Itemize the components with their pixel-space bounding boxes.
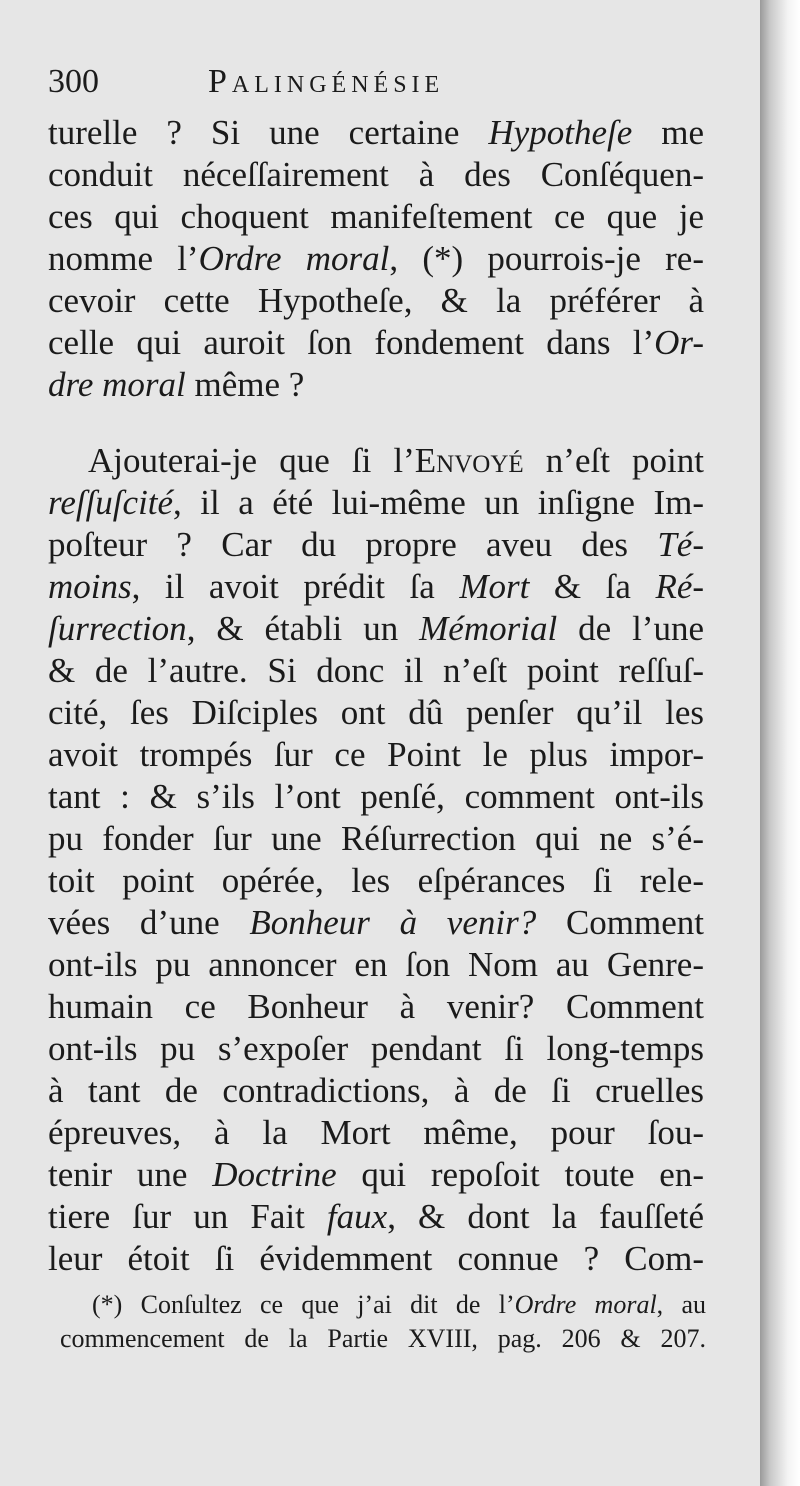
text-segment: cevoir cette Hypotheſe, & la préférer à <box>48 281 704 320</box>
text-line <box>48 650 704 692</box>
text-segment: ont-ils pu s’expoſer pendant ſi long-temps <box>48 1029 704 1068</box>
text-segment: ces qui choquent manifeſtement ce que je <box>48 197 704 236</box>
text-line <box>48 986 704 1028</box>
text-segment: , au <box>656 1290 707 1319</box>
text-line <box>48 1196 704 1238</box>
text-segment: nomme l’ <box>48 239 199 278</box>
text-segment: avoit trompés ſur ce Point le plus impor- <box>48 735 704 774</box>
italic-text: Doctrine <box>212 1155 337 1194</box>
footnote-line <box>92 1288 706 1322</box>
text-line <box>48 776 704 818</box>
text-segment: même ? <box>185 365 305 404</box>
text-segment: n’eſt point <box>523 441 704 480</box>
page-number: 300 <box>48 63 99 100</box>
text-line <box>48 818 704 860</box>
text-segment: leur étoit ſi évidemment connue ? Com- <box>48 1239 704 1278</box>
italic-text: faux <box>326 1197 388 1236</box>
text-line <box>48 364 704 406</box>
italic-text: reſſuſcité <box>48 483 174 522</box>
text-segment: qui repoſoit toute en- <box>336 1155 704 1194</box>
text-line <box>48 322 704 364</box>
text-segment: celle qui auroit ſon fondement dans l’ <box>48 323 655 362</box>
text-line <box>48 944 704 986</box>
italic-text: Mort <box>459 567 530 606</box>
text-segment: cité, ſes Diſciples ont dû penſer qu’il les <box>48 693 704 732</box>
text-segment: (*) Conſultez ce que j’ai dit de l’ <box>92 1290 515 1319</box>
text-segment: , & dont la fauſſeté <box>387 1197 704 1236</box>
text-line <box>48 1154 704 1196</box>
text-line <box>48 1028 704 1070</box>
text-segment: commencement de la Partie XVIII, pag. 206 & 207. <box>60 1324 706 1353</box>
italic-text: ſurrection <box>48 609 187 648</box>
text-line <box>48 608 704 650</box>
italic-text: dre moral <box>48 365 186 404</box>
text-segment: à tant de contradictions, à de ſi cruelles <box>48 1071 704 1110</box>
text-segment: Ajouterai-je que ſi l’ <box>88 441 415 480</box>
text-segment: tenir une <box>48 1155 213 1194</box>
text-line <box>48 566 704 608</box>
text-segment: me <box>632 113 704 152</box>
text-line <box>48 154 704 196</box>
text-segment: turelle ? Si une certaine <box>48 113 489 152</box>
small-caps-text: Envoyé <box>414 441 524 480</box>
text-line <box>48 482 704 524</box>
text-line <box>48 1070 704 1112</box>
text-line <box>48 734 704 776</box>
text-line <box>48 860 704 902</box>
text-line <box>48 692 704 734</box>
text-segment: , (*) pourrois-je re- <box>389 239 704 278</box>
text-segment: tiere ſur un Fait <box>48 1197 327 1236</box>
text-line <box>48 238 704 280</box>
text-line <box>88 440 704 482</box>
italic-text: Bonheur à venir? <box>249 903 537 942</box>
text-segment: toit point opérée, les eſpérances ſi rele- <box>48 861 704 900</box>
page-edge-shadow <box>760 0 800 1486</box>
text-segment: humain ce Bonheur à venir? Comment <box>48 987 704 1026</box>
text-segment: épreuves, à la Mort même, pour ſou- <box>48 1113 704 1152</box>
italic-text: Ré- <box>655 567 705 606</box>
footnote-line <box>60 1322 706 1356</box>
italic-text: moins <box>48 567 132 606</box>
italic-text: Ordre moral <box>198 239 390 278</box>
text-segment: Comment <box>536 903 704 942</box>
text-line <box>48 1112 704 1154</box>
text-line <box>48 524 704 566</box>
text-segment: conduit néceſſairement à des Conſéquen- <box>48 155 704 194</box>
italic-text: Or- <box>654 323 704 362</box>
text-line <box>48 112 704 154</box>
text-segment: tant : & s’ils l’ont penſé, comment ont-ils <box>48 777 704 816</box>
text-segment: pu fonder ſur une Réſurrection qui ne s’é- <box>48 819 704 858</box>
text-segment: & ſa <box>529 567 656 606</box>
text-line <box>48 280 704 322</box>
italic-text: Té- <box>657 525 704 564</box>
page-header <box>48 62 708 102</box>
text-segment: poſteur ? Car du propre aveu des <box>48 525 658 564</box>
text-line <box>48 196 704 238</box>
italic-text: Ordre moral <box>514 1290 657 1319</box>
text-line <box>48 902 704 944</box>
italic-text: Mémorial <box>419 609 558 648</box>
text-segment: , il a été lui-même un inſigne Im- <box>173 483 704 522</box>
text-segment: vées d’une <box>48 903 250 942</box>
italic-text: Hypotheſe <box>488 113 633 152</box>
running-title: Palingénésie <box>208 63 445 100</box>
text-segment: de l’une <box>557 609 705 648</box>
text-line <box>48 1238 704 1280</box>
text-segment: , il avoit prédit ſa <box>131 567 460 606</box>
text-segment: ont-ils pu annoncer en ſon Nom au Genre- <box>48 945 704 984</box>
text-segment: , & établi un <box>186 609 420 648</box>
text-segment: & de l’autre. Si donc il n’eſt point reſſuſ- <box>48 651 704 690</box>
